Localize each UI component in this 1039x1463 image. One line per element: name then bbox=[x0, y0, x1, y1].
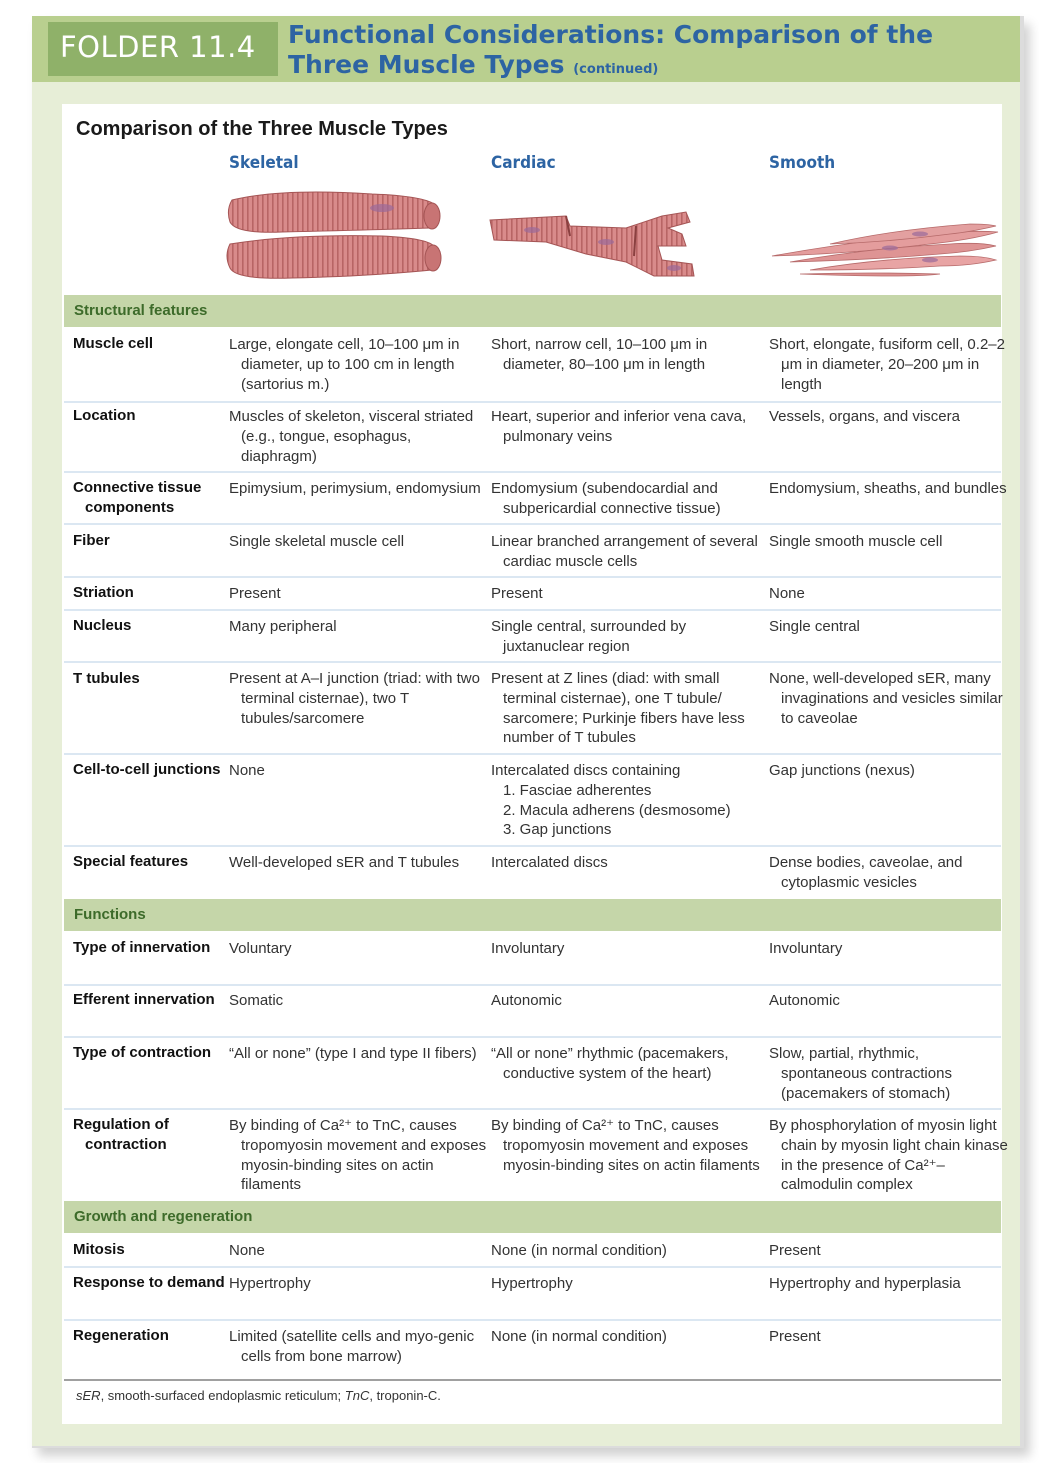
title-line-1: Functional Considerations: Comparison of the bbox=[288, 20, 934, 49]
cell-smooth-t-tubules: None, well-developed sER, many invaginations and vesicles similar to caveolae bbox=[769, 670, 1003, 727]
row-divider bbox=[64, 1108, 1001, 1110]
row-label-cell-junctions: Cell-to-cell junctions bbox=[73, 761, 221, 778]
cell-smooth-nucleus: Single central bbox=[769, 618, 860, 635]
row-label-location: Location bbox=[73, 407, 136, 424]
cell-skeletal-t-tubules: Present at A–I junction (triad: with two terminal cisternae), two T tubules/sarcomere bbox=[229, 670, 480, 727]
section-label-growth: Growth and regeneration bbox=[74, 1208, 253, 1225]
cell-cardiac-nucleus: Single central, surrounded by juxtanuclear region bbox=[491, 618, 687, 655]
cell-skeletal-striation: Present bbox=[229, 585, 281, 602]
row-label-special-features: Special features bbox=[73, 853, 189, 870]
title-line-2 bbox=[288, 50, 1008, 85]
row-divider bbox=[64, 661, 1001, 663]
cell-smooth-efferent-innervation: Autonomic bbox=[769, 992, 840, 1009]
cell-cardiac-muscle-cell: Short, narrow cell, 10–100 μm in diameter, 80–100 μm in length bbox=[491, 336, 708, 373]
row-label-type-of-innervation: Type of innervation bbox=[73, 939, 211, 956]
column-header-cardiac: Cardiac bbox=[491, 153, 556, 173]
cell-skeletal-efferent-innervation: Somatic bbox=[229, 992, 284, 1009]
footnote-def-tnc: , troponin-C. bbox=[369, 1388, 441, 1403]
cell-skeletal-nucleus: Many peripheral bbox=[229, 618, 337, 635]
row-divider bbox=[64, 845, 1001, 847]
cell-cardiac-special-features: Intercalated discs bbox=[491, 854, 608, 871]
cell-cardiac-mitosis: None (in normal condition) bbox=[491, 1242, 667, 1259]
cell-smooth-type-of-innervation: Involuntary bbox=[769, 940, 843, 957]
cell-cardiac-regulation: By binding of Ca²⁺ to TnC, causes tropomyosin movement and exposes myosin-binding sites on actin filaments bbox=[491, 1117, 760, 1174]
row-label-nucleus: Nucleus bbox=[73, 617, 132, 634]
cardiac-muscle-illustration bbox=[486, 206, 700, 282]
cell-smooth-location: Vessels, organs, and viscera bbox=[769, 408, 960, 425]
footnote-abbr-tnc: TnC bbox=[344, 1388, 370, 1403]
cell-skeletal-type-of-contraction: “All or none” (type I and type II fibers) bbox=[229, 1045, 477, 1062]
row-divider bbox=[64, 576, 1001, 578]
cell-smooth-connective-tissue: Endomysium, sheaths, and bundles bbox=[769, 480, 1007, 497]
cell-skeletal-regeneration: Limited (satellite cells and myo-genic cells from bone marrow) bbox=[229, 1328, 475, 1365]
cell-skeletal-regulation: By binding of Ca²⁺ to TnC, causes tropomyosin movement and exposes myosin-binding sites on actin filaments bbox=[229, 1117, 487, 1194]
smooth-muscle-illustration bbox=[770, 214, 1000, 280]
row-divider bbox=[64, 471, 1001, 473]
row-divider bbox=[64, 401, 1001, 403]
row-divider bbox=[64, 1266, 1001, 1268]
cell-cardiac-type-of-contraction: “All or none” rhythmic (pacemakers, conductive system of the heart) bbox=[491, 1045, 729, 1082]
cell-cardiac-connective-tissue: Endomysium (subendocardial and subpericardial connective tissue) bbox=[491, 480, 721, 517]
cell-smooth-special-features: Dense bodies, caveolae, and cytoplasmic vesicles bbox=[769, 854, 963, 891]
column-header-skeletal: Skeletal bbox=[229, 153, 299, 173]
cell-smooth-type-of-contraction: Slow, partial, rhythmic, spontaneous contractions (pacemakers of stomach) bbox=[769, 1045, 952, 1102]
cell-cardiac-response-to-demand: Hypertrophy bbox=[491, 1275, 573, 1292]
row-label-t-tubules: T tubules bbox=[73, 670, 140, 687]
row-label-response-to-demand: Response to demand bbox=[73, 1274, 225, 1291]
row-label-efferent-innervation: Efferent innervation bbox=[73, 991, 215, 1008]
cell-smooth-regeneration: Present bbox=[769, 1328, 821, 1345]
page-title bbox=[288, 20, 1008, 85]
section-bar-structural bbox=[64, 295, 1001, 327]
row-label-fiber: Fiber bbox=[73, 532, 110, 549]
cell-smooth-muscle-cell: Short, elongate, fusiform cell, 0.2–2 μm in diameter, 20–200 μm in length bbox=[769, 336, 1005, 393]
row-divider bbox=[64, 523, 1001, 525]
row-divider bbox=[64, 753, 1001, 755]
cell-smooth-cell-junctions: Gap junctions (nexus) bbox=[769, 762, 915, 779]
section-label-structural: Structural features bbox=[74, 302, 208, 319]
skeletal-muscle-illustration bbox=[222, 188, 446, 282]
cell-skeletal-response-to-demand: Hypertrophy bbox=[229, 1275, 311, 1292]
title-line-2-text: Three Muscle Types bbox=[288, 50, 565, 79]
row-label-regulation-of-contraction: Regulation of contraction bbox=[73, 1116, 169, 1153]
cell-smooth-regulation: By phosphorylation of myosin light chain by myosin light chain kinase in the presence of Ca²⁺–calmodulin complex bbox=[769, 1117, 1008, 1194]
cell-skeletal-muscle-cell: Large, elongate cell, 10–100 μm in diameter, up to 100 cm in length (sartorius m.) bbox=[229, 336, 460, 393]
cell-smooth-striation: None bbox=[769, 585, 805, 602]
row-divider bbox=[64, 1036, 1001, 1038]
cell-smooth-fiber: Single smooth muscle cell bbox=[769, 533, 943, 550]
row-label-regeneration: Regeneration bbox=[73, 1327, 169, 1344]
cell-skeletal-location: Muscles of skeleton, visceral striated (e.g., tongue, esophagus, diaphragm) bbox=[229, 408, 474, 465]
footnote-def-ser: , smooth-surfaced endoplasmic reticulum; bbox=[100, 1388, 345, 1403]
cell-smooth-mitosis: Present bbox=[769, 1242, 821, 1259]
cell-skeletal-cell-junctions: None bbox=[229, 762, 265, 779]
footnote-abbr-ser: sER bbox=[76, 1388, 101, 1403]
table-title: Comparison of the Three Muscle Types bbox=[76, 118, 448, 140]
row-divider bbox=[64, 1319, 1001, 1321]
cell-cardiac-t-tubules: Present at Z lines (diad: with small terminal cisternae), one T tubule/ sarcomere; Purkinje fibers have less number of T tubules bbox=[491, 670, 745, 747]
row-label-connective-tissue: Connective tissue components bbox=[73, 479, 202, 516]
row-label-mitosis: Mitosis bbox=[73, 1241, 125, 1258]
cell-skeletal-type-of-innervation: Voluntary bbox=[229, 940, 292, 957]
row-divider bbox=[64, 984, 1001, 986]
cell-cardiac-location: Heart, superior and inferior vena cava, pulmonary veins bbox=[491, 408, 747, 445]
section-label-functions: Functions bbox=[74, 906, 146, 923]
section-bar-growth bbox=[64, 1201, 1001, 1233]
section-bar-functions bbox=[64, 899, 1001, 931]
cell-cardiac-cell-junctions: Intercalated discs containing 1. Fasciae adherentes 2. Macula adherens (desmosome) 3. Gap junctions bbox=[491, 762, 731, 839]
row-label-striation: Striation bbox=[73, 584, 134, 601]
cell-skeletal-fiber: Single skeletal muscle cell bbox=[229, 533, 405, 550]
cell-skeletal-special-features: Well-developed sER and T tubules bbox=[229, 854, 460, 871]
footnote bbox=[76, 1388, 441, 1403]
cell-smooth-response-to-demand: Hypertrophy and hyperplasia bbox=[769, 1275, 961, 1292]
cell-cardiac-striation: Present bbox=[491, 585, 543, 602]
cell-skeletal-connective-tissue: Epimysium, perimysium, endomysium bbox=[229, 480, 481, 497]
row-label-type-of-contraction: Type of contraction bbox=[73, 1044, 212, 1061]
folder-label: FOLDER 11.4 bbox=[60, 30, 256, 64]
cell-cardiac-fiber: Linear branched arrangement of several cardiac muscle cells bbox=[491, 533, 758, 570]
row-label-muscle-cell: Muscle cell bbox=[73, 335, 154, 352]
column-header-smooth: Smooth bbox=[769, 153, 836, 173]
cell-cardiac-type-of-innervation: Involuntary bbox=[491, 940, 565, 957]
table-bottom-rule bbox=[64, 1379, 1001, 1381]
cell-cardiac-regeneration: None (in normal condition) bbox=[491, 1328, 667, 1345]
continued-label: (continued) bbox=[573, 62, 659, 77]
cell-skeletal-mitosis: None bbox=[229, 1242, 265, 1259]
cell-cardiac-efferent-innervation: Autonomic bbox=[491, 992, 562, 1009]
row-divider bbox=[64, 609, 1001, 611]
